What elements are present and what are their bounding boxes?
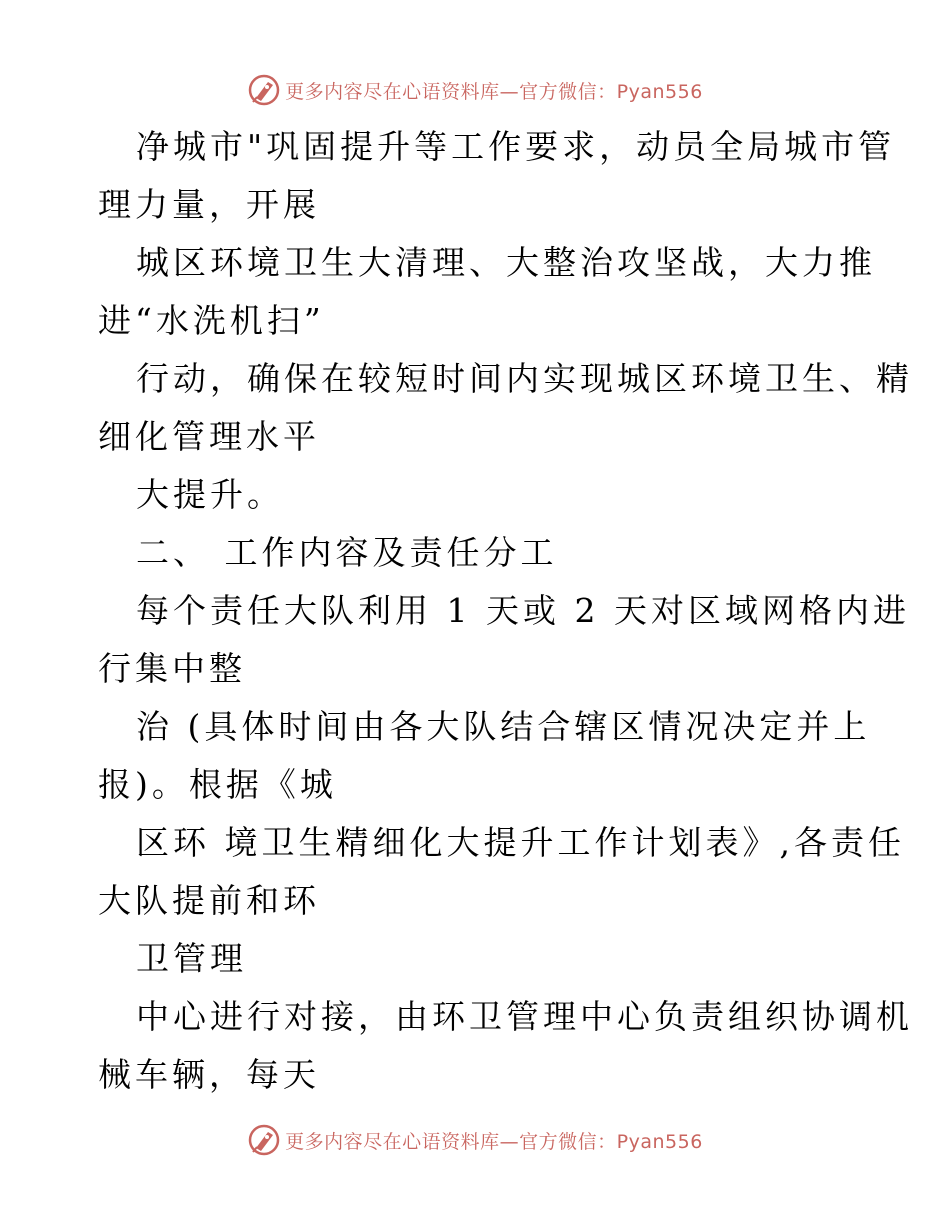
section-heading: 二、 工作内容及责任分工 xyxy=(136,533,558,572)
text-line: 理力量，开展 xyxy=(98,185,320,224)
text-line: 城区环境卫生大清理、大整治攻坚战，大力推 xyxy=(136,243,876,282)
text-line: 区环 境卫生精细化大提升工作计划表》,各责任 xyxy=(136,823,905,862)
header-banner xyxy=(0,70,950,110)
document-body xyxy=(98,118,913,1104)
text-line: 细化管理水平 xyxy=(98,417,320,456)
pen-nib-logo-icon xyxy=(247,73,281,107)
text-line: 行集中整 xyxy=(98,649,246,688)
pen-nib-logo-icon xyxy=(247,1123,281,1157)
text-line: 进“水洗机扫” xyxy=(98,301,325,340)
text-line: 报)。根据《城 xyxy=(98,765,337,804)
text-line: 大队提前和环 xyxy=(98,881,320,920)
text-line: 中心进行对接，由环卫管理中心负责组织协调机 xyxy=(136,997,913,1036)
text-line: 净城市"巩固提升等工作要求，动员全局城市管 xyxy=(136,127,896,166)
footer-banner xyxy=(0,1120,950,1160)
text-line: 卫管理 xyxy=(136,939,247,978)
text-line: 治 (具体时间由各大队结合辖区情况决定并上 xyxy=(136,707,871,746)
footer-banner-text: 更多内容尽在心语资料库—官方微信：Pyan556 xyxy=(285,1130,703,1153)
text-line: 械车辆，每天 xyxy=(98,1055,320,1094)
text-line: 每个责任大队利用 1 天或 2 天对区域网格内进 xyxy=(136,591,910,630)
text-line: 行动，确保在较短时间内实现城区环境卫生、精 xyxy=(136,359,913,398)
text-line: 大提升。 xyxy=(136,475,284,514)
header-banner-text: 更多内容尽在心语资料库—官方微信：Pyan556 xyxy=(285,80,703,103)
